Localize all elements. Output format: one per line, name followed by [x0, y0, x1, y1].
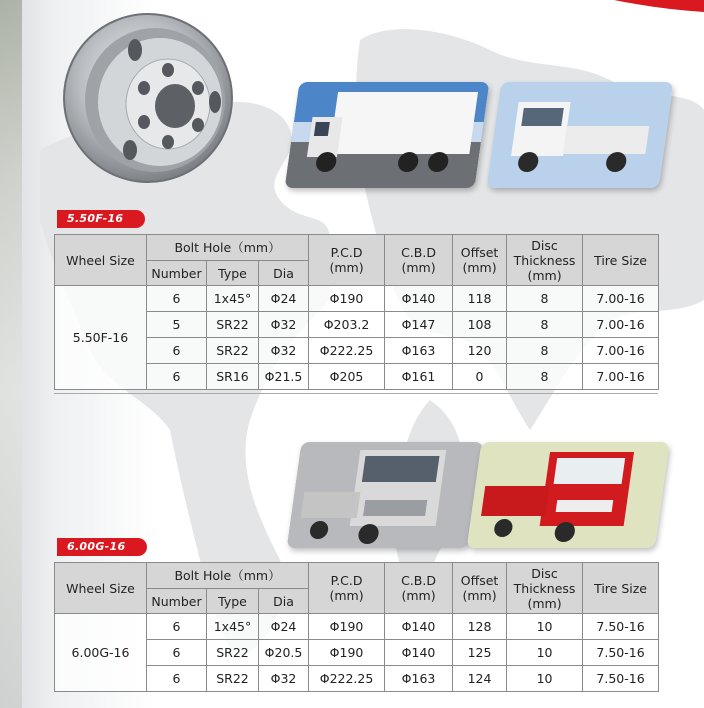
header-dia: Dia	[259, 261, 309, 286]
header-pcd	[309, 235, 385, 286]
header-thickness-label: Thickness	[513, 580, 576, 596]
type-cell: 1x45°	[207, 286, 259, 312]
dia-cell: Φ32	[259, 338, 309, 364]
section-tag-6-00g-16: 6.00G-16	[57, 538, 147, 556]
header-pcd-unit: (mm)	[329, 588, 364, 603]
type-cell: SR22	[207, 640, 259, 666]
header-dia: Dia	[259, 589, 309, 614]
header-tire-size: Tire Size	[583, 563, 659, 614]
header-tire-size: Tire Size	[583, 235, 659, 286]
pcd-cell: Φ205	[309, 364, 385, 390]
number-cell: 6	[147, 640, 207, 666]
number-cell: 6	[147, 364, 207, 390]
tire-cell: 7.00-16	[583, 312, 659, 338]
table1-bottom-rule	[54, 393, 658, 394]
disc-cell: 8	[507, 312, 583, 338]
pcd-cell: Φ190	[309, 286, 385, 312]
header-cbd-unit: (mm)	[401, 588, 436, 603]
number-cell: 6	[147, 666, 207, 692]
gray-cargo-truck-image	[287, 442, 484, 548]
table-row	[55, 286, 659, 312]
offset-cell: 0	[453, 364, 507, 390]
disc-cell: 10	[507, 614, 583, 640]
disc-cell: 10	[507, 640, 583, 666]
dia-cell: Φ24	[259, 614, 309, 640]
header-cbd	[385, 235, 453, 286]
offset-cell: 125	[453, 640, 507, 666]
dia-cell: Φ32	[259, 312, 309, 338]
header-disc-unit: (mm)	[527, 595, 562, 611]
pcd-cell: Φ190	[309, 640, 385, 666]
header-thickness-label: Thickness	[513, 252, 576, 268]
dia-cell: Φ21.5	[259, 364, 309, 390]
header-pcd	[309, 563, 385, 614]
spec-table-6-00g-16	[54, 562, 659, 692]
header-disc-thickness	[507, 235, 583, 286]
header-bolt-hole: Bolt Hole（mm）	[147, 563, 309, 589]
header-pcd-label: P.C.D	[330, 245, 363, 260]
disc-cell: 8	[507, 286, 583, 312]
pcd-cell: Φ222.25	[309, 338, 385, 364]
offset-cell: 108	[453, 312, 507, 338]
header-cbd-label: C.B.D	[401, 573, 436, 588]
offset-cell: 120	[453, 338, 507, 364]
tire-cell: 7.50-16	[583, 640, 659, 666]
tire-cell: 7.50-16	[583, 614, 659, 640]
cbd-cell: Φ140	[385, 640, 453, 666]
number-cell: 6	[147, 614, 207, 640]
dia-cell: Φ24	[259, 286, 309, 312]
header-number: Number	[147, 261, 207, 286]
number-cell: 6	[147, 286, 207, 312]
wheel-size-cell: 6.00G-16	[55, 614, 147, 692]
pcd-cell: Φ222.25	[309, 666, 385, 692]
disc-cell: 10	[507, 666, 583, 692]
offset-cell: 124	[453, 666, 507, 692]
spec-table-5-50f-16	[54, 234, 659, 390]
header-number: Number	[147, 589, 207, 614]
type-cell: SR22	[207, 666, 259, 692]
type-cell: SR22	[207, 338, 259, 364]
header-cbd	[385, 563, 453, 614]
number-cell: 6	[147, 338, 207, 364]
header-offset-label: Offset	[460, 245, 499, 260]
red-cargo-truck-image	[467, 442, 670, 548]
cbd-cell: Φ147	[385, 312, 453, 338]
offset-cell: 128	[453, 614, 507, 640]
white-light-truck-image	[487, 82, 674, 188]
header-disc-label: Disc	[531, 565, 558, 581]
dia-cell: Φ20.5	[259, 640, 309, 666]
header-type: Type	[207, 589, 259, 614]
wheel-size-cell: 5.50F-16	[55, 286, 147, 390]
left-photo-strip	[0, 0, 22, 708]
table-row	[55, 614, 659, 640]
pcd-cell: Φ190	[309, 614, 385, 640]
pcd-cell: Φ203.2	[309, 312, 385, 338]
dia-cell: Φ32	[259, 666, 309, 692]
tire-cell: 7.00-16	[583, 286, 659, 312]
tire-cell: 7.50-16	[583, 666, 659, 692]
header-disc-unit: (mm)	[527, 267, 562, 283]
type-cell: SR22	[207, 312, 259, 338]
white-box-truck-on-road-image	[285, 82, 490, 188]
type-cell: SR16	[207, 364, 259, 390]
offset-cell: 118	[453, 286, 507, 312]
header-disc-label: Disc	[531, 237, 558, 253]
header-offset	[453, 563, 507, 614]
cbd-cell: Φ161	[385, 364, 453, 390]
header-offset-unit: (mm)	[462, 588, 497, 603]
header-pcd-unit: (mm)	[329, 260, 364, 275]
number-cell: 5	[147, 312, 207, 338]
disc-cell: 8	[507, 338, 583, 364]
corner-red-banner	[614, 0, 704, 14]
header-pcd-label: P.C.D	[330, 573, 363, 588]
cbd-cell: Φ163	[385, 666, 453, 692]
header-bolt-hole: Bolt Hole（mm）	[147, 235, 309, 261]
tire-cell: 7.00-16	[583, 364, 659, 390]
header-cbd-unit: (mm)	[401, 260, 436, 275]
header-offset-label: Offset	[460, 573, 499, 588]
tire-cell: 7.00-16	[583, 338, 659, 364]
header-cbd-label: C.B.D	[401, 245, 436, 260]
header-offset-unit: (mm)	[462, 260, 497, 275]
header-wheel-size: Wheel Size	[55, 235, 147, 286]
header-disc-thickness	[507, 563, 583, 614]
steel-wheel-image	[60, 10, 235, 185]
cbd-cell: Φ163	[385, 338, 453, 364]
header-type: Type	[207, 261, 259, 286]
disc-cell: 8	[507, 364, 583, 390]
section-tag-5-50f-16: 5.50F-16	[57, 210, 145, 228]
type-cell: 1x45°	[207, 614, 259, 640]
cbd-cell: Φ140	[385, 286, 453, 312]
cbd-cell: Φ140	[385, 614, 453, 640]
header-wheel-size: Wheel Size	[55, 563, 147, 614]
header-offset	[453, 235, 507, 286]
